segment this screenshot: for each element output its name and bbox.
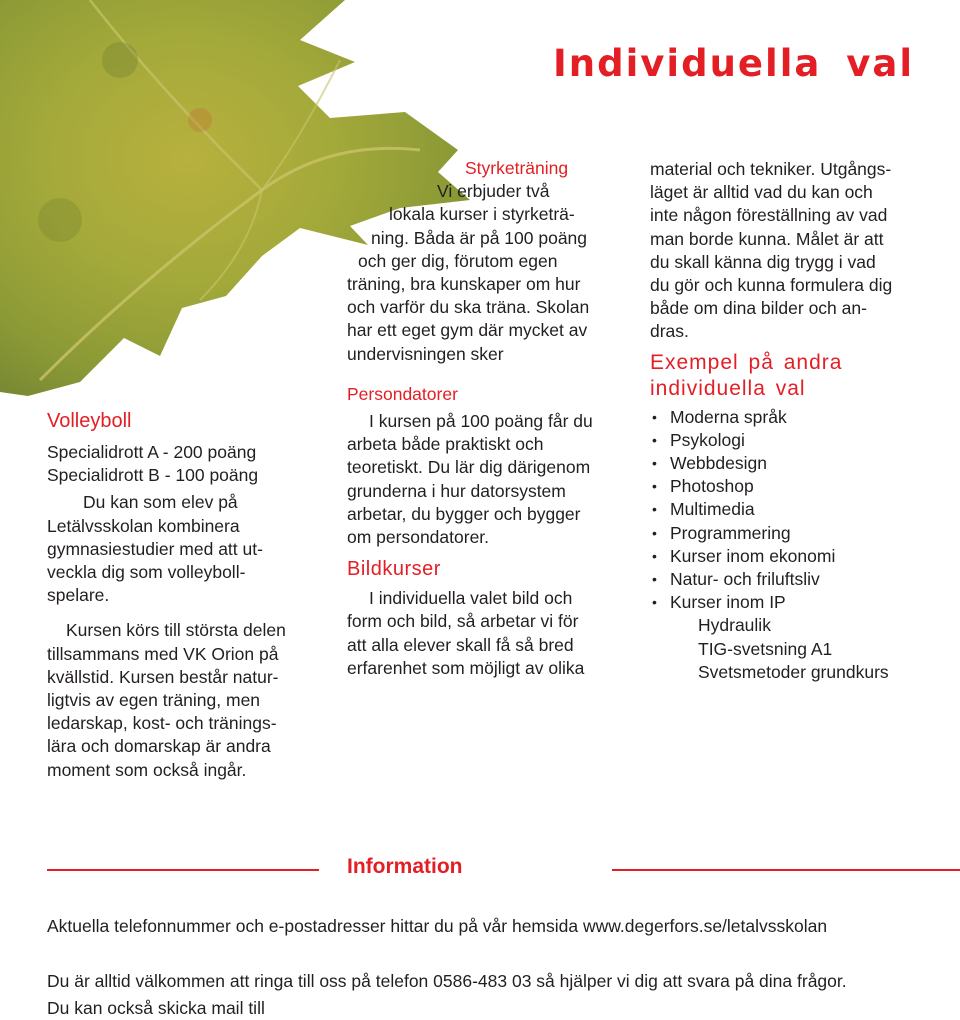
text-line: och ger dig, förutom egen (358, 250, 558, 271)
info-text: Du kan också skicka mail till (47, 998, 265, 1018)
text-line: Vi erbjuder två (437, 181, 550, 202)
text-line: moment som också ingår. (47, 759, 247, 780)
list-item: • Programmering (650, 522, 950, 545)
text-line: att alla elever skall få så bred (347, 634, 574, 655)
bildkurser-heading: Bildkurser (347, 558, 441, 581)
text-line: lära och domarskap är andra (47, 736, 271, 757)
middle-column (347, 157, 622, 680)
text-line: Du kan som elev på (83, 492, 238, 513)
text-line: arbetar, du bygger och bygger (347, 503, 581, 524)
text-line: man borde kunna. Målet är att (650, 228, 884, 249)
text-line: teoretiskt. Du lär dig därigenom (347, 457, 591, 478)
list-item: • Webbdesign (650, 452, 950, 475)
text-line: träning, bra kunskaper om hur (347, 274, 581, 295)
text-line: Specialidrott A - 200 poäng (47, 442, 257, 462)
sub-list-item: Svetsmetoder grundkurs (698, 661, 889, 682)
volleyboll-heading: Volleyboll (47, 410, 132, 432)
examples-heading-line: Exempel på andra (650, 350, 843, 374)
text-line: Kursen körs till största delen (66, 620, 286, 641)
right-column (650, 158, 950, 684)
text-line: I kursen på 100 poäng får du (369, 411, 593, 432)
text-line: och varför du ska träna. Skolan (347, 297, 590, 318)
text-line: I individuella valet bild och (369, 588, 573, 609)
persondatorer-heading: Persondatorer (347, 383, 458, 404)
text-line: kvällstid. Kursen består natur- (47, 666, 279, 687)
text-line: gymnasiestudier med att ut- (47, 538, 263, 559)
sub-list-item: Hydraulik (698, 615, 771, 636)
information-heading: Information (347, 855, 463, 878)
text-line: ning. Båda är på 100 poäng (371, 227, 588, 248)
text-line: form och bild, så arbetar vi för (347, 611, 579, 632)
sub-list-item: TIG-svetsning A1 (698, 638, 833, 659)
examples-heading-line: individuella val (650, 376, 806, 400)
text-line: både om dina bilder och an- (650, 298, 867, 319)
examples-heading (650, 350, 950, 402)
text-line: Specialidrott B - 100 poäng (47, 465, 259, 486)
list-item: • Psykologi (650, 429, 950, 452)
divider-left (47, 869, 319, 871)
examples-list (650, 406, 950, 615)
list-item: • Natur- och friluftsliv (650, 568, 950, 591)
styrketraning-heading: Styrketräning (465, 158, 569, 178)
text-line: ledarskap, kost- och tränings- (47, 713, 277, 734)
list-item: • Multimedia (650, 498, 950, 521)
volleyboll-section (47, 409, 327, 782)
text-line: tillsammans med VK Orion på (47, 643, 279, 664)
text-line: du gör och kunna formulera dig (650, 275, 893, 296)
list-item: • Kurser inom IP (650, 591, 950, 614)
divider-right (612, 869, 960, 871)
text-line: grunderna i hur datorsystem (347, 480, 566, 501)
page-title: Individuella val (553, 42, 914, 85)
text-line: läget är alltid vad du kan och (650, 182, 873, 203)
list-item: • Photoshop (650, 475, 950, 498)
text-line: har ett eget gym där mycket av (347, 320, 588, 341)
text-line: veckla dig som volleyboll- (47, 562, 246, 583)
text-line: lokala kurser i styrketrä- (389, 204, 575, 225)
text-line: om persondatorer. (347, 527, 490, 548)
text-line: inte någon föreställning av vad (650, 205, 888, 226)
info-text: Du är alltid välkommen att ringa till oss på telefon 0586-483 03 så hjälper vi dig att svara på dina frågor. (47, 971, 847, 991)
text-line: arbeta både praktiskt och (347, 434, 544, 455)
info-text: Aktuella telefonnummer och e-postadresser hittar du på vår hemsida www.degerfors.se/letalvsskolan (47, 916, 828, 936)
list-item: • Moderna språk (650, 406, 950, 429)
text-line: erfarenhet som möjligt av olika (347, 657, 585, 678)
text-line: dras. (650, 321, 689, 342)
text-line: material och tekniker. Utgångs- (650, 159, 892, 179)
text-line: spelare. (47, 585, 110, 606)
text-line: du skall känna dig trygg i vad (650, 251, 876, 272)
list-item: • Kurser inom ekonomi (650, 545, 950, 568)
text-line: undervisningen sker (347, 343, 504, 364)
text-line: Letälvsskolan kombinera (47, 515, 240, 536)
text-line: ligtvis av egen träning, men (47, 690, 261, 711)
